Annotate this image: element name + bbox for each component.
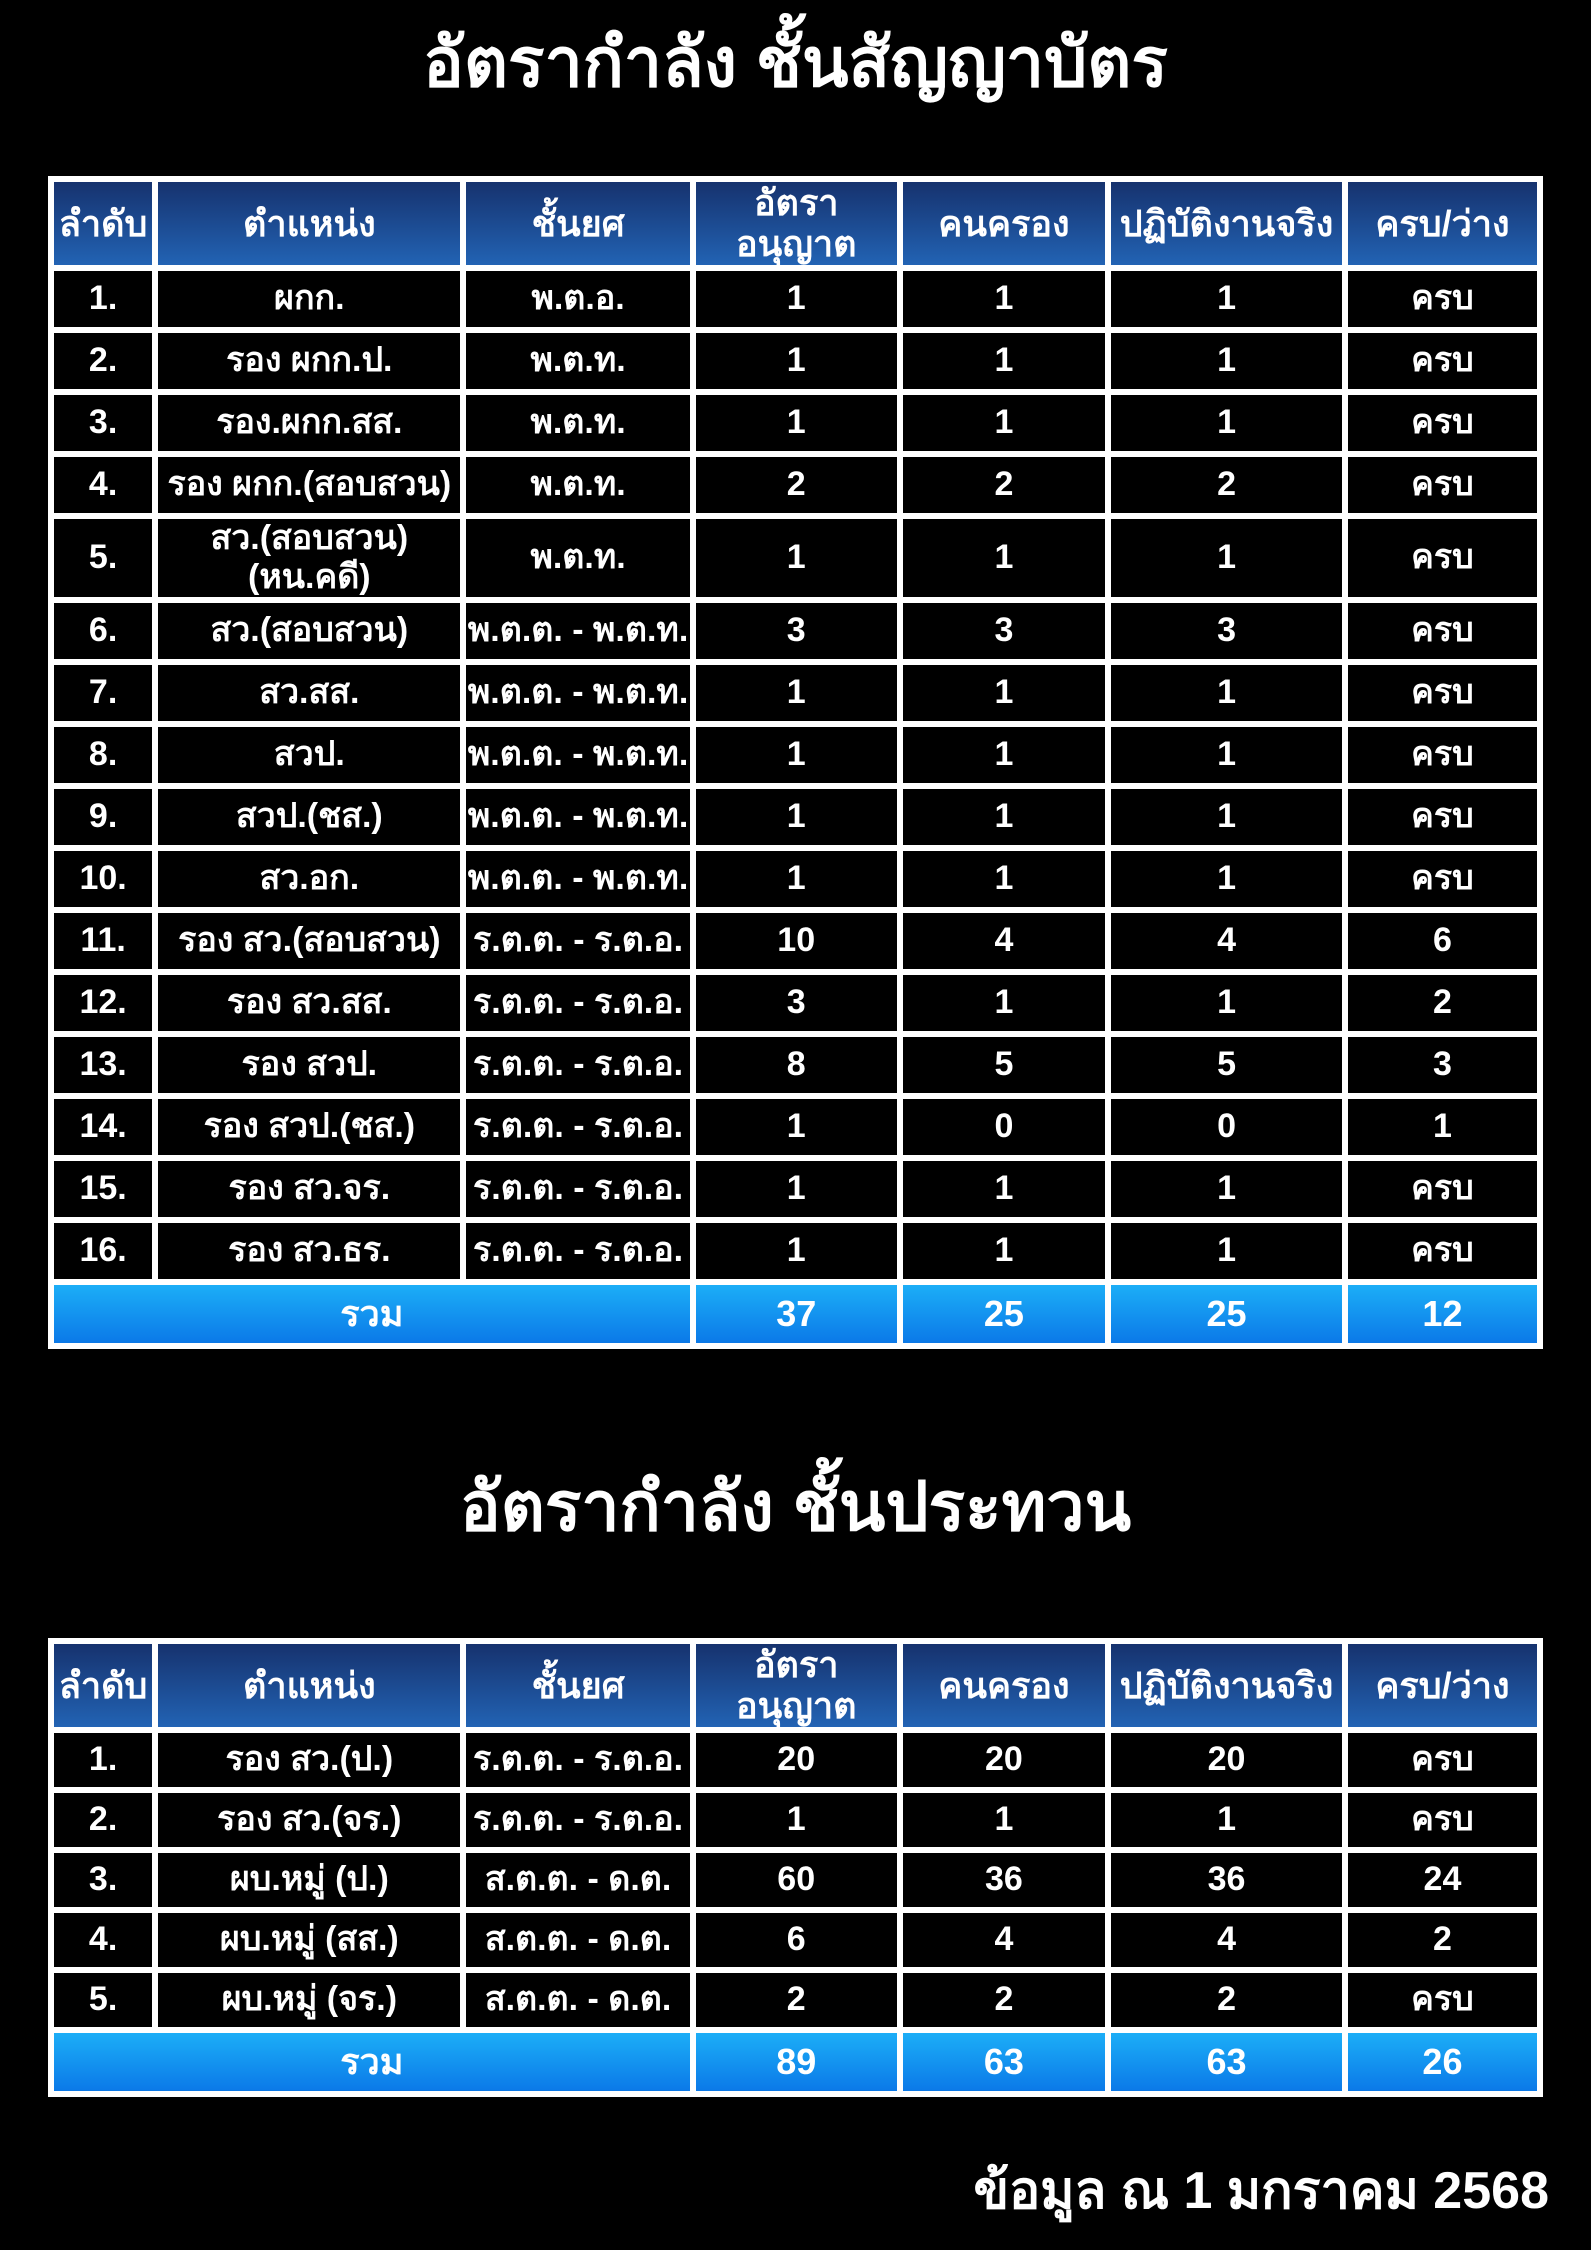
cell-position: รอง สว.สส. <box>155 972 463 1034</box>
cell-actual: 1 <box>1108 662 1345 724</box>
column-header: ลำดับ <box>51 179 155 268</box>
cell-status: ครบ <box>1345 662 1540 724</box>
cell-actual: 4 <box>1108 1910 1345 1970</box>
cell-status: ครบ <box>1345 1220 1540 1282</box>
cell-actual: 25 <box>1108 1282 1345 1346</box>
cell-authorized: 1 <box>693 516 900 600</box>
cell-position: สว.(สอบสวน)(หน.คดี) <box>155 516 463 600</box>
table-row <box>51 1730 1540 1790</box>
cell-status: ครบ <box>1345 268 1540 330</box>
table-row <box>51 1220 1540 1282</box>
cell-order: 1. <box>51 1730 155 1790</box>
cell-actual: 2 <box>1108 1970 1345 2030</box>
cell-status: ครบ <box>1345 330 1540 392</box>
cell-position: สวป. <box>155 724 463 786</box>
cell-rank: พ.ต.ท. <box>463 516 692 600</box>
cell-rank: พ.ต.ต. - พ.ต.ท. <box>463 662 692 724</box>
cell-status: ครบ <box>1345 1730 1540 1790</box>
table-row <box>51 1034 1540 1096</box>
column-header: ครบ/ว่าง <box>1345 1641 1540 1730</box>
cell-occupied: 1 <box>900 848 1108 910</box>
cell-occupied: 1 <box>900 392 1108 454</box>
cell-position: สวป.(ชส.) <box>155 786 463 848</box>
cell-position: รอง สว.(สอบสวน) <box>155 910 463 972</box>
cell-status: ครบ <box>1345 516 1540 600</box>
cell-rank: ร.ต.ต. - ร.ต.อ. <box>463 972 692 1034</box>
cell-actual: 1 <box>1108 1158 1345 1220</box>
cell-actual: 1 <box>1108 786 1345 848</box>
table-row <box>51 1850 1540 1910</box>
cell-authorized: 6 <box>693 1910 900 1970</box>
cell-position: ผบ.หมู่ (ป.) <box>155 1850 463 1910</box>
commissioned-table-title: อัตรากำลัง ชั้นสัญญาบัตร <box>423 25 1168 101</box>
table-row <box>51 662 1540 724</box>
cell-authorized: 1 <box>693 1220 900 1282</box>
cell-authorized: 1 <box>693 1096 900 1158</box>
cell-status: ครบ <box>1345 1970 1540 2030</box>
cell-order: 13. <box>51 1034 155 1096</box>
cell-position: รอง.ผกก.สส. <box>155 392 463 454</box>
cell-position: รอง สว.(จร.) <box>155 1790 463 1850</box>
table-row <box>51 910 1540 972</box>
cell-actual: 1 <box>1108 1220 1345 1282</box>
cell-position: รอง สว.ธร. <box>155 1220 463 1282</box>
staffing-table <box>48 1638 1543 2097</box>
cell-rank: พ.ต.ต. - พ.ต.ท. <box>463 848 692 910</box>
cell-rank: ร.ต.ต. - ร.ต.อ. <box>463 1034 692 1096</box>
cell-occupied: 1 <box>900 516 1108 600</box>
cell-occupied: 1 <box>900 662 1108 724</box>
cell-order: 9. <box>51 786 155 848</box>
data-as-of-note: ข้อมูล ณ 1 มกราคม 2568 <box>973 2162 1549 2220</box>
table-row <box>51 268 1540 330</box>
cell-authorized: 1 <box>693 724 900 786</box>
table-row <box>51 600 1540 662</box>
cell-occupied: 4 <box>900 1910 1108 1970</box>
cell-position: สว.สส. <box>155 662 463 724</box>
cell-rank: ร.ต.ต. - ร.ต.อ. <box>463 1220 692 1282</box>
cell-authorized: 2 <box>693 1970 900 2030</box>
cell-occupied: 2 <box>900 1970 1108 2030</box>
cell-status: 24 <box>1345 1850 1540 1910</box>
cell-rank: ร.ต.ต. - ร.ต.อ. <box>463 1096 692 1158</box>
cell-order: 7. <box>51 662 155 724</box>
cell-position: รอง สวป.(ชส.) <box>155 1096 463 1158</box>
total-label: รวม <box>51 2030 693 2094</box>
cell-rank: ร.ต.ต. - ร.ต.อ. <box>463 910 692 972</box>
cell-order: 5. <box>51 516 155 600</box>
cell-actual: 1 <box>1108 1790 1345 1850</box>
cell-authorized: 1 <box>693 392 900 454</box>
column-header: ตำแหน่ง <box>155 179 463 268</box>
cell-order: 14. <box>51 1096 155 1158</box>
cell-actual: 20 <box>1108 1730 1345 1790</box>
cell-order: 2. <box>51 1790 155 1850</box>
column-header: ลำดับ <box>51 1641 155 1730</box>
cell-order: 2. <box>51 330 155 392</box>
cell-occupied: 0 <box>900 1096 1108 1158</box>
cell-rank: ส.ต.ต. - ด.ต. <box>463 1910 692 1970</box>
cell-rank: พ.ต.ต. - พ.ต.ท. <box>463 600 692 662</box>
cell-order: 10. <box>51 848 155 910</box>
table-header-row <box>51 1641 1540 1730</box>
cell-occupied: 2 <box>900 454 1108 516</box>
cell-order: 11. <box>51 910 155 972</box>
cell-rank: พ.ต.อ. <box>463 268 692 330</box>
cell-actual: 63 <box>1108 2030 1345 2094</box>
cell-actual: 1 <box>1108 724 1345 786</box>
cell-actual: 4 <box>1108 910 1345 972</box>
table-total-row <box>51 2030 1540 2094</box>
column-header: อัตราอนุญาต <box>693 1641 900 1730</box>
cell-status: ครบ <box>1345 786 1540 848</box>
table-row <box>51 972 1540 1034</box>
cell-status: ครบ <box>1345 848 1540 910</box>
cell-position: รอง สวป. <box>155 1034 463 1096</box>
cell-occupied: 1 <box>900 330 1108 392</box>
column-header: คนครอง <box>900 1641 1108 1730</box>
cell-rank: พ.ต.ท. <box>463 392 692 454</box>
cell-order: 1. <box>51 268 155 330</box>
cell-occupied: 1 <box>900 724 1108 786</box>
cell-occupied: 1 <box>900 268 1108 330</box>
cell-authorized: 1 <box>693 786 900 848</box>
cell-authorized: 1 <box>693 268 900 330</box>
cell-rank: ร.ต.ต. - ร.ต.อ. <box>463 1158 692 1220</box>
cell-occupied: 36 <box>900 1850 1108 1910</box>
table-row <box>51 330 1540 392</box>
cell-status: ครบ <box>1345 1790 1540 1850</box>
cell-position: รอง สว.(ป.) <box>155 1730 463 1790</box>
table-row <box>51 454 1540 516</box>
cell-actual: 3 <box>1108 600 1345 662</box>
cell-order: 3. <box>51 1850 155 1910</box>
column-header: ครบ/ว่าง <box>1345 179 1540 268</box>
cell-occupied: 1 <box>900 786 1108 848</box>
cell-actual: 1 <box>1108 268 1345 330</box>
cell-authorized: 3 <box>693 600 900 662</box>
cell-authorized: 10 <box>693 910 900 972</box>
nco-table-title: อัตรากำลัง ชั้นประทวน <box>459 1469 1132 1545</box>
table-row <box>51 1910 1540 1970</box>
cell-order: 3. <box>51 392 155 454</box>
cell-order: 16. <box>51 1220 155 1282</box>
cell-occupied: 1 <box>900 1790 1108 1850</box>
cell-status: ครบ <box>1345 600 1540 662</box>
table-header-row <box>51 179 1540 268</box>
cell-status: ครบ <box>1345 724 1540 786</box>
cell-position: สว.(สอบสวน) <box>155 600 463 662</box>
table-row <box>51 1970 1540 2030</box>
column-header: อัตราอนุญาต <box>693 179 900 268</box>
cell-rank: ร.ต.ต. - ร.ต.อ. <box>463 1790 692 1850</box>
cell-authorized: 1 <box>693 662 900 724</box>
cell-authorized: 8 <box>693 1034 900 1096</box>
cell-authorized: 89 <box>693 2030 900 2094</box>
cell-authorized: 20 <box>693 1730 900 1790</box>
cell-rank: พ.ต.ต. - พ.ต.ท. <box>463 786 692 848</box>
cell-rank: ส.ต.ต. - ด.ต. <box>463 1970 692 2030</box>
cell-actual: 36 <box>1108 1850 1345 1910</box>
total-label: รวม <box>51 1282 693 1346</box>
cell-authorized: 2 <box>693 454 900 516</box>
cell-status: 6 <box>1345 910 1540 972</box>
cell-actual: 1 <box>1108 972 1345 1034</box>
staffing-table <box>48 176 1543 1349</box>
cell-position: ผบ.หมู่ (สส.) <box>155 1910 463 1970</box>
column-header: ปฏิบัติงานจริง <box>1108 1641 1345 1730</box>
cell-status: ครบ <box>1345 392 1540 454</box>
cell-order: 8. <box>51 724 155 786</box>
cell-position: รอง ผกก.ป. <box>155 330 463 392</box>
table-row <box>51 1096 1540 1158</box>
cell-status: 12 <box>1345 1282 1540 1346</box>
table-row <box>51 516 1540 600</box>
cell-position: รอง สว.จร. <box>155 1158 463 1220</box>
cell-occupied: 20 <box>900 1730 1108 1790</box>
table-row <box>51 392 1540 454</box>
cell-status: 26 <box>1345 2030 1540 2094</box>
cell-status: 3 <box>1345 1034 1540 1096</box>
table-row <box>51 786 1540 848</box>
cell-order: 12. <box>51 972 155 1034</box>
cell-occupied: 5 <box>900 1034 1108 1096</box>
cell-status: ครบ <box>1345 1158 1540 1220</box>
table-row <box>51 848 1540 910</box>
cell-rank: พ.ต.ท. <box>463 330 692 392</box>
cell-order: 4. <box>51 1910 155 1970</box>
cell-actual: 1 <box>1108 848 1345 910</box>
cell-occupied: 4 <box>900 910 1108 972</box>
table-total-row <box>51 1282 1540 1346</box>
cell-occupied: 1 <box>900 1158 1108 1220</box>
cell-occupied: 1 <box>900 1220 1108 1282</box>
cell-occupied: 3 <box>900 600 1108 662</box>
column-header: ชั้นยศ <box>463 1641 692 1730</box>
cell-status: 2 <box>1345 972 1540 1034</box>
cell-actual: 0 <box>1108 1096 1345 1158</box>
cell-occupied: 25 <box>900 1282 1108 1346</box>
cell-status: 1 <box>1345 1096 1540 1158</box>
cell-authorized: 37 <box>693 1282 900 1346</box>
cell-rank: พ.ต.ต. - พ.ต.ท. <box>463 724 692 786</box>
cell-order: 4. <box>51 454 155 516</box>
table-commissioned <box>48 176 1543 1349</box>
table-body <box>51 1730 1540 2030</box>
cell-position: ผกก. <box>155 268 463 330</box>
cell-position: สว.อก. <box>155 848 463 910</box>
column-header: ปฏิบัติงานจริง <box>1108 179 1345 268</box>
cell-order: 6. <box>51 600 155 662</box>
column-header: ชั้นยศ <box>463 179 692 268</box>
cell-authorized: 1 <box>693 1158 900 1220</box>
table-row <box>51 1790 1540 1850</box>
cell-authorized: 1 <box>693 848 900 910</box>
cell-order: 15. <box>51 1158 155 1220</box>
column-header: คนครอง <box>900 179 1108 268</box>
cell-occupied: 1 <box>900 972 1108 1034</box>
table-row <box>51 724 1540 786</box>
table-body <box>51 268 1540 1282</box>
cell-actual: 2 <box>1108 454 1345 516</box>
cell-authorized: 60 <box>693 1850 900 1910</box>
cell-rank: ร.ต.ต. - ร.ต.อ. <box>463 1730 692 1790</box>
table-row <box>51 1158 1540 1220</box>
cell-authorized: 3 <box>693 972 900 1034</box>
cell-occupied: 63 <box>900 2030 1108 2094</box>
column-header: ตำแหน่ง <box>155 1641 463 1730</box>
cell-authorized: 1 <box>693 330 900 392</box>
cell-actual: 5 <box>1108 1034 1345 1096</box>
cell-status: 2 <box>1345 1910 1540 1970</box>
cell-position: รอง ผกก.(สอบสวน) <box>155 454 463 516</box>
table-non-commissioned <box>48 1638 1543 2097</box>
cell-rank: ส.ต.ต. - ด.ต. <box>463 1850 692 1910</box>
cell-rank: พ.ต.ท. <box>463 454 692 516</box>
cell-actual: 1 <box>1108 392 1345 454</box>
cell-actual: 1 <box>1108 516 1345 600</box>
cell-actual: 1 <box>1108 330 1345 392</box>
cell-order: 5. <box>51 1970 155 2030</box>
cell-position: ผบ.หมู่ (จร.) <box>155 1970 463 2030</box>
cell-status: ครบ <box>1345 454 1540 516</box>
cell-authorized: 1 <box>693 1790 900 1850</box>
